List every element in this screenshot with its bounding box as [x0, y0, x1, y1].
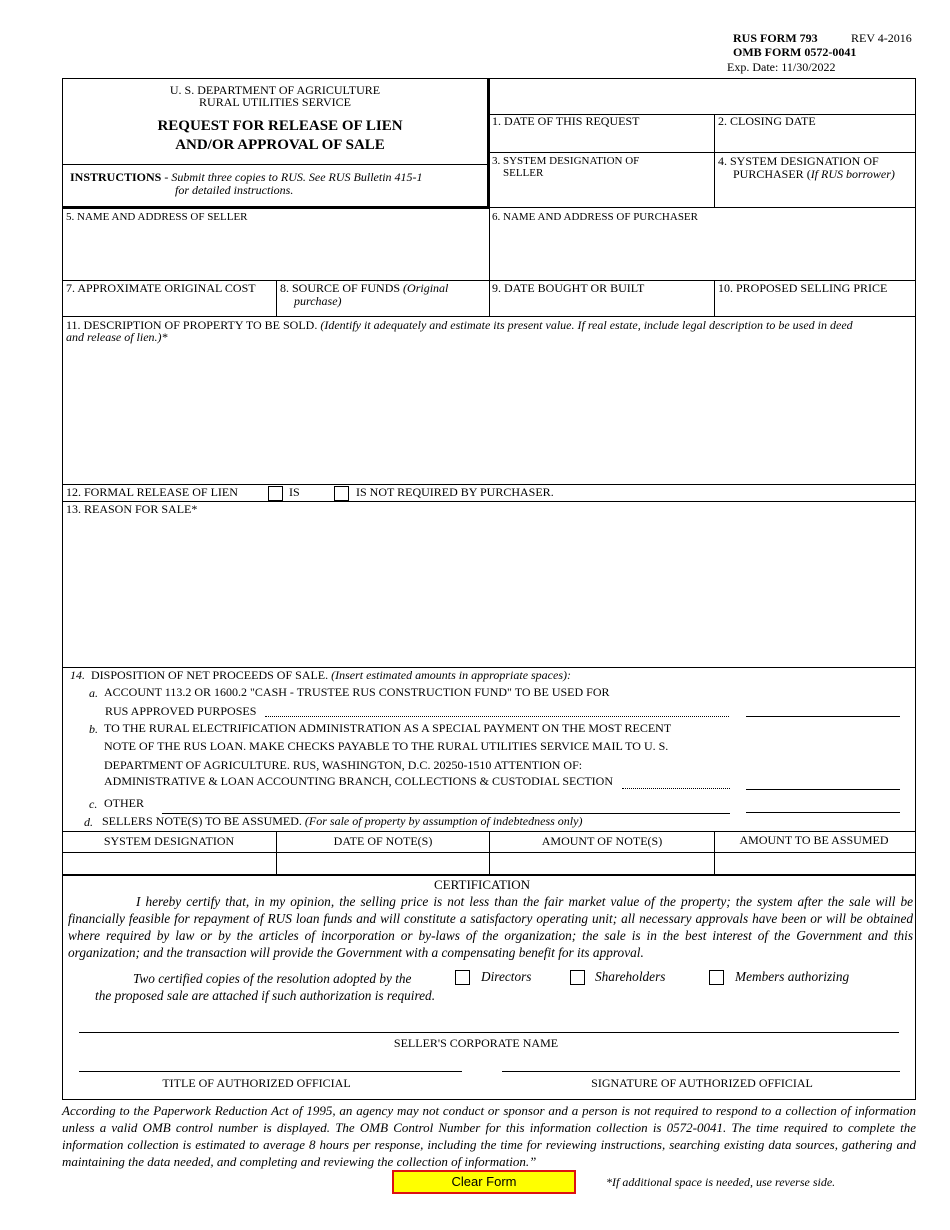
instructions-text: - Submit three copies to RUS. See RUS Bulletin 415-1: [161, 170, 423, 184]
certification-text: I hereby certify that, in my opinion, the selling price is not less than the fair market value of the property; the system after the sale will be financially feasible for repayment of RUS loan funds and will constitute a satisfactory operating unit; all necessary approvals have been or will be obtained where required by law or by the articles of incorporation or by-laws of the organization; the sale is in the best interest of the Government and this organization; and the transaction will provide the Government with a compensating benefit for its approval.: [68, 894, 913, 960]
field-11-label-b: (Identify it adequately and estimate its present value. If real estate, include legal description to be used in deed: [320, 318, 853, 332]
seller-designation-input[interactable]: [492, 182, 710, 204]
item-c-amount-input[interactable]: [746, 796, 900, 811]
field-11-label-c: and release of lien.)*: [66, 330, 168, 344]
purchaser-name-address-input[interactable]: [492, 225, 912, 277]
date-of-notes-input[interactable]: [280, 855, 486, 872]
row-7-bottom: [62, 316, 916, 317]
shareholders-label: Shareholders: [595, 969, 666, 984]
item-c-other-input[interactable]: [162, 797, 730, 812]
field-2-label: 2. CLOSING DATE: [718, 114, 816, 128]
closing-date-input[interactable]: [718, 130, 912, 150]
heavy-horizontal-divider: [62, 206, 490, 209]
omb-number: OMB FORM 0572-0041: [733, 45, 857, 59]
signature-label: SIGNATURE OF AUTHORIZED OFFICIAL: [591, 1076, 813, 1090]
field-8-label-a: 8. SOURCE OF FUNDS: [280, 281, 404, 295]
field-1-label: 1. DATE OF THIS REQUEST: [492, 114, 640, 128]
field-8-label-c: purchase): [294, 294, 342, 308]
instr-divider: [62, 164, 488, 165]
item-d-note: (For sale of property by assumption of indebtedness only): [304, 814, 583, 828]
certification-title: CERTIFICATION: [434, 877, 530, 892]
item-b-text1: TO THE RURAL ELECTRIFICATION ADMINISTRATION AS A SPECIAL PAYMENT ON THE MOST RECENT: [104, 721, 672, 735]
amount-assumed-input[interactable]: [718, 855, 912, 872]
item-a-leader: [265, 716, 729, 717]
item-b-text4: ADMINISTRATIVE & LOAN ACCOUNTING BRANCH, COLLECTIONS & CUSTODIAL SECTION: [104, 774, 613, 788]
expiration-date: Exp. Date: 11/30/2022: [727, 60, 836, 74]
lien-is-not-checkbox[interactable]: [334, 486, 349, 501]
item-a-amount-input[interactable]: [746, 700, 900, 715]
agency-service: RURAL UTILITIES SERVICE: [199, 95, 351, 109]
col-amount-assumed: AMOUNT TO BE ASSUMED: [739, 833, 889, 847]
directors-label: Directors: [481, 969, 532, 984]
item-b-amount-line: [746, 789, 900, 790]
property-description-input[interactable]: [66, 346, 912, 482]
reverse-side-note: *If additional space is needed, use reverse side.: [606, 1175, 836, 1189]
resolution-text-2: the proposed sale are attached if such authorization is required.: [95, 988, 436, 1003]
corporate-name-label: SELLER'S CORPORATE NAME: [393, 1036, 559, 1050]
col-amount-of-notes: AMOUNT OF NOTE(S): [541, 834, 663, 848]
field-9-label: 9. DATE BOUGHT OR BUILT: [492, 281, 645, 295]
members-label: Members authorizing: [735, 969, 850, 984]
seller-name-address-input[interactable]: [66, 225, 484, 277]
field-12-label: 12. FORMAL RELEASE OF LIEN: [66, 485, 238, 499]
directors-checkbox[interactable]: [455, 970, 470, 985]
field-3-label: 3. SYSTEM DESIGNATION OF: [492, 155, 640, 167]
original-cost-input[interactable]: [66, 298, 272, 314]
vertical-7-8: [276, 280, 277, 317]
field-11-label-a: 11. DESCRIPTION OF PROPERTY TO BE SOLD.: [66, 318, 321, 332]
field-11-label: [66, 319, 912, 332]
item-c-text: OTHER: [104, 796, 144, 810]
members-checkbox[interactable]: [709, 970, 724, 985]
title-official-input[interactable]: [79, 1052, 462, 1070]
shareholders-checkbox[interactable]: [570, 970, 585, 985]
field-8-label-b: (Original: [403, 281, 449, 295]
date-built-input[interactable]: [492, 298, 710, 314]
field-4-label-2b: If RUS borrower): [810, 167, 895, 181]
item-b-text3: DEPARTMENT OF AGRICULTURE. RUS, WASHINGTON, D.C. 20250-1510 ATTENTION OF:: [104, 758, 583, 772]
field-4-label-2: [733, 168, 895, 181]
corporate-name-input[interactable]: [79, 1012, 899, 1030]
title-official-label: TITLE OF AUTHORIZED OFFICIAL: [162, 1076, 351, 1090]
signature-input[interactable]: [502, 1052, 900, 1070]
item-b-letter: b.: [89, 722, 98, 736]
field-10-label: 10. PROPOSED SELLING PRICE: [718, 281, 888, 295]
signature-line: [502, 1071, 900, 1072]
lien-is-not-label: IS NOT REQUIRED BY PURCHASER.: [356, 485, 554, 499]
field-4-label-2a: PURCHASER (: [733, 167, 811, 181]
item-b-text2: NOTE OF THE RUS LOAN. MAKE CHECKS PAYABLE TO THE RURAL UTILITIES SERVICE MAIL TO U. S.: [104, 739, 669, 753]
agency-name: U. S. DEPARTMENT OF AGRICULTURE: [169, 83, 381, 97]
instructions-text-2: for detailed instructions.: [175, 183, 294, 197]
right-vertical-line: [714, 114, 715, 208]
item-a-text1: ACCOUNT 113.2 OR 1600.2 "CASH - TRUSTEE RUS CONSTRUCTION FUND" TO BE USED FOR: [104, 685, 610, 699]
title-official-line: [79, 1071, 462, 1072]
date-of-request-input[interactable]: [492, 130, 710, 150]
item-a-text2: RUS APPROVED PURPOSES: [105, 704, 257, 718]
item-a-letter: a.: [89, 686, 98, 700]
item-c-letter: c.: [89, 797, 98, 811]
system-designation-input[interactable]: [66, 855, 272, 872]
field-7-label: 7. APPROXIMATE ORIGINAL COST: [66, 281, 256, 295]
lien-is-checkbox[interactable]: [268, 486, 283, 501]
disposition-note: (Insert estimated amounts in appropriate spaces):: [331, 668, 571, 682]
item-b-leader: [622, 788, 730, 789]
paperwork-reduction-notice: According to the Paperwork Reduction Act of 1995, an agency may not conduct or sponsor and a person is not required to respond to a collection of information unless a valid OMB control number is displayed. The OMB Control Number for this information collection is 0572-0041. The time required to complete the information collection is estimated to average 8 hours per response, including the time for reviewing instructions, searching existing data sources, gathering and maintaining the data needed, and completing and reviewing the collection of information.”: [62, 1103, 916, 1169]
item-d-text: [102, 815, 582, 828]
field-4-label: 4. SYSTEM DESIGNATION OF: [718, 154, 879, 168]
vertical-5-6: [489, 207, 490, 317]
revision: REV 4-2016: [851, 31, 912, 45]
right-mid-line: [489, 152, 916, 153]
resolution-text-1: Two certified copies of the resolution adopted by the: [133, 971, 412, 986]
disposition-title: DISPOSITION OF NET PROCEEDS OF SALE.: [91, 668, 332, 682]
vertical-9-10: [714, 280, 715, 317]
col-date-of-notes: DATE OF NOTE(S): [333, 834, 433, 848]
item-a-amount-line: [746, 716, 900, 717]
reason-for-sale-input[interactable]: [66, 518, 912, 664]
right-bottom-line: [489, 207, 916, 208]
field-6-label: 6. NAME AND ADDRESS OF PURCHASER: [492, 211, 698, 223]
corporate-name-line: [79, 1032, 899, 1033]
item-d-label: SELLERS NOTE(S) TO BE ASSUMED.: [102, 814, 305, 828]
purchaser-designation-input[interactable]: [718, 184, 912, 204]
item-b-amount-input[interactable]: [746, 773, 900, 788]
item-d-letter: d.: [84, 815, 93, 829]
form-title-line1: REQUEST FOR RELEASE OF LIEN: [157, 118, 403, 134]
amount-of-notes-input[interactable]: [493, 855, 711, 872]
disposition-heading: [70, 669, 571, 682]
form-title-line2: AND/OR APPROVAL OF SALE: [175, 137, 385, 153]
field-5-label: 5. NAME AND ADDRESS OF SELLER: [66, 211, 248, 223]
field-3-label-2: SELLER: [503, 167, 544, 179]
lien-is-label: IS: [289, 485, 300, 499]
disposition-num: 14.: [70, 668, 85, 682]
field-13-label: 13. REASON FOR SALE*: [66, 502, 198, 516]
instructions-label: INSTRUCTIONS: [70, 170, 162, 184]
selling-price-input[interactable]: [718, 298, 912, 314]
item-c-amount-line: [746, 812, 900, 813]
form-number: RUS FORM 793: [733, 31, 818, 45]
clear-form-button[interactable]: Clear Form: [392, 1170, 576, 1194]
col-system-designation: SYSTEM DESIGNATION: [103, 834, 235, 848]
